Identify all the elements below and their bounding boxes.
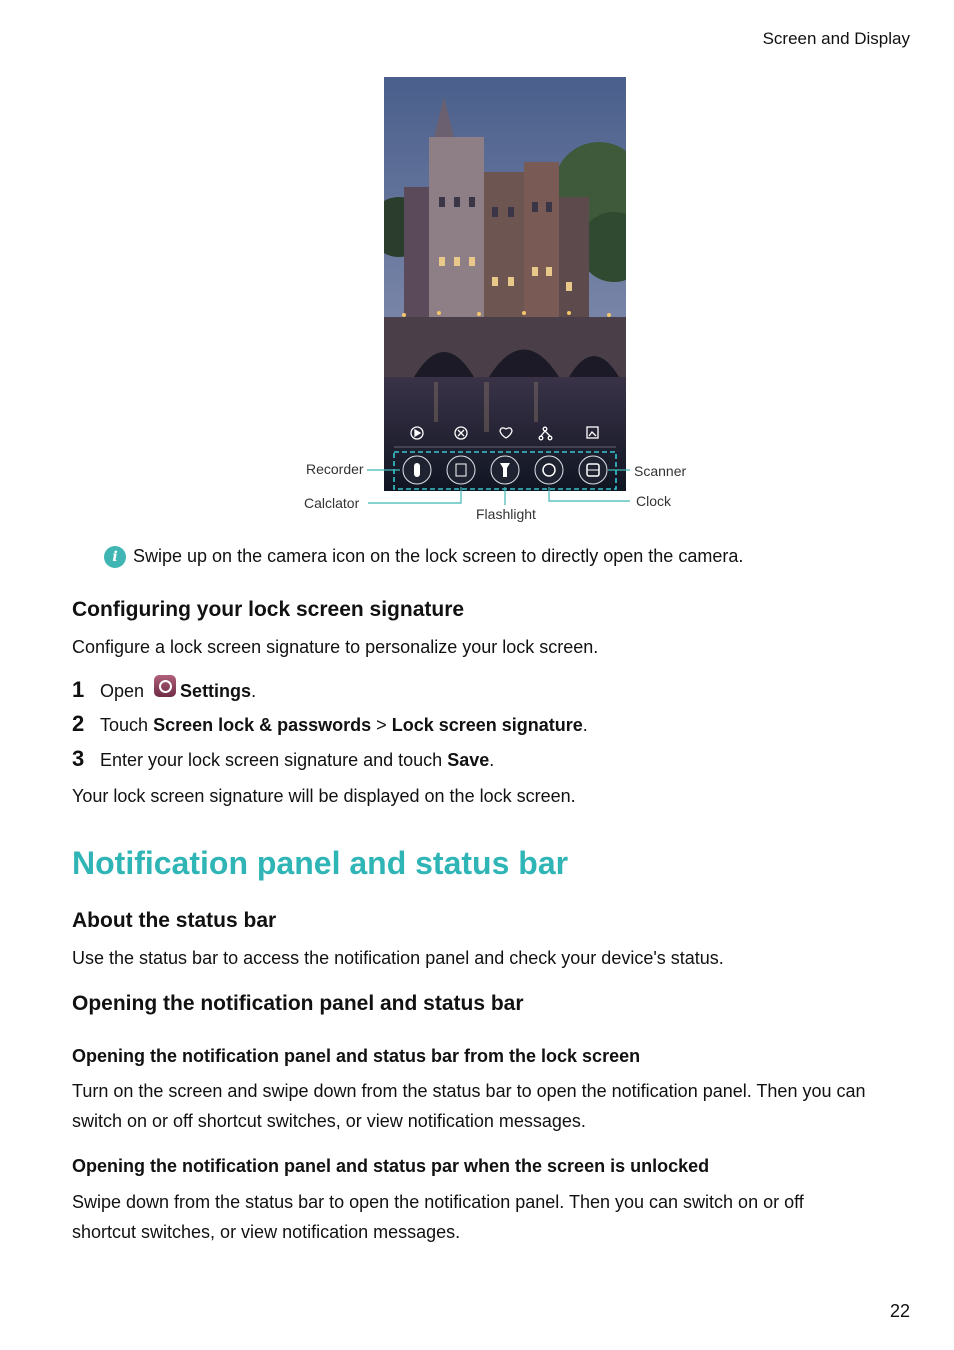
section-body: Use the status bar to access the notification panel and check your device's status. [72, 948, 724, 968]
chapter-title: Notification panel and status bar [72, 845, 569, 881]
step-2 [72, 711, 588, 737]
step-text: Enter your lock screen signature and touch [100, 750, 443, 770]
section-heading-opening: Opening the notification panel and status bar [72, 992, 524, 1015]
step-3 [72, 746, 494, 772]
step-punct: . [489, 750, 495, 770]
step-bold: Screen lock & passwords [153, 715, 372, 735]
subsection-body: Turn on the screen and swipe down from the status bar to open the notification panel. Then you can switch on or off shortcut switches, or view notification messages. [72, 1081, 866, 1131]
step-text: Open [100, 681, 145, 701]
step-punct: . [251, 681, 257, 701]
section-outro: Your lock screen signature will be displayed on the lock screen. [72, 786, 576, 806]
step-bold: Settings [180, 681, 252, 701]
step-number: 3 [72, 746, 85, 771]
step-number: 1 [72, 677, 85, 702]
tip-text: Swipe up on the camera icon on the lock screen to directly open the camera. [133, 545, 744, 566]
callout-recorder: Recorder [306, 461, 364, 477]
step-number: 2 [72, 711, 85, 736]
subsection-body: Swipe down from the status bar to open the notification panel. Then you can switch on or off shortcut switches, or view notification messages. [72, 1192, 804, 1242]
info-icon: i [104, 546, 126, 568]
callout-clock: Clock [636, 493, 672, 509]
step-text: Touch [100, 715, 149, 735]
step-1 [72, 675, 256, 703]
section-heading-signature: Configuring your lock screen signature [72, 598, 465, 621]
callout-calculator: Calclator [304, 495, 360, 511]
callout-flashlight: Flashlight [476, 506, 536, 522]
lock-screen-screenshot [384, 77, 626, 491]
subsection-heading-unlocked: Opening the notification panel and status par when the screen is unlocked [72, 1156, 710, 1176]
page-number: 22 [889, 1301, 910, 1321]
settings-app-icon [154, 675, 176, 697]
step-bold: Save [447, 750, 490, 770]
subsection-heading-lock-screen: Opening the notification panel and status bar from the lock screen [72, 1046, 641, 1066]
callout-scanner: Scanner [634, 463, 687, 479]
step-separator: > [376, 715, 387, 735]
running-header: Screen and Display [762, 29, 910, 48]
section-intro: Configure a lock screen signature to personalize your lock screen. [72, 637, 599, 657]
step-punct: . [582, 715, 588, 735]
step-bold: Lock screen signature [391, 715, 583, 735]
section-heading-status-bar: About the status bar [72, 909, 277, 932]
tip-note [104, 544, 743, 568]
